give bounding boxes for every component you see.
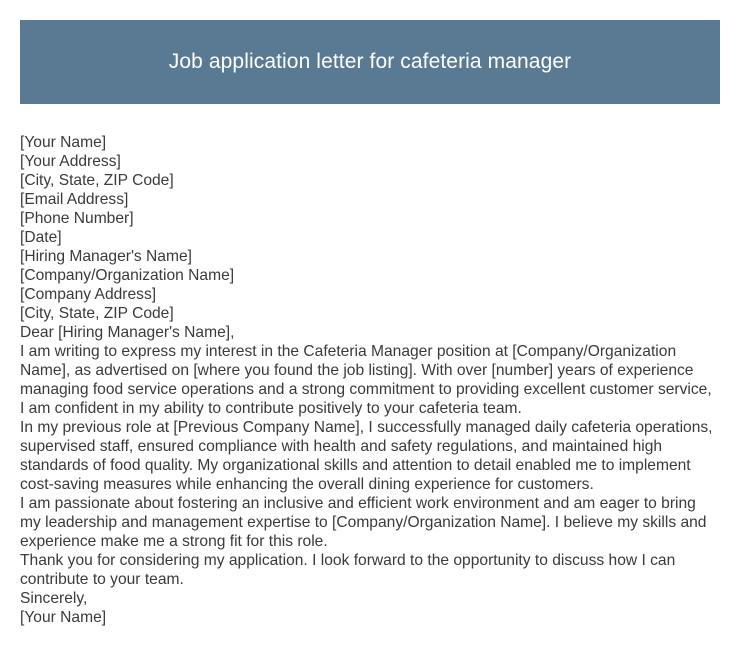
letter-date: [Date]: [20, 229, 62, 246]
closing: Sincerely,: [20, 590, 88, 607]
recipient-name: [Hiring Manager's Name]: [20, 248, 192, 265]
page-title: Job application letter for cafeteria manager: [168, 50, 572, 73]
body-paragraph: I am writing to express my interest in the Cafeteria Manager position at [Company/Organization Name], as advertised on [where you found the job listing]. With over [number] years of experience managing food service operations and a strong commitment to providing excellent customer service, I am confident in my ability to contribute positively to your cafeteria team.: [20, 343, 712, 417]
sender-address: [Your Address]: [20, 153, 121, 170]
body-paragraph: Thank you for considering my application. I look forward to the opportunity to discuss how I can contribute to your team.: [20, 552, 676, 588]
salutation: Dear [Hiring Manager's Name],: [20, 324, 235, 341]
recipient-address: [Company Address]: [20, 286, 157, 303]
sender-email: [Email Address]: [20, 191, 129, 208]
sender-city: [City, State, ZIP Code]: [20, 172, 174, 189]
title-banner: [20, 20, 720, 104]
recipient-city: [City, State, ZIP Code]: [20, 305, 174, 322]
body-paragraph: In my previous role at [Previous Company Name], I successfully managed daily cafeteria operations, supervised staff, ensured compliance with health and safety regulations, and maintained high standards of food quality. My organizational skills and attention to detail enabled me to implement cost-saving measures while enhancing the overall dining experience for customers.: [20, 419, 713, 493]
signature: [Your Name]: [20, 609, 107, 626]
letter-body: [20, 133, 720, 627]
recipient-org: [Company/Organization Name]: [20, 267, 235, 284]
body-paragraph: I am passionate about fostering an inclusive and efficient work environment and am eager to bring my leadership and management expertise to [Company/Organization Name]. I believe my skills and experience make me a strong fit for this role.: [20, 495, 707, 550]
sender-phone: [Phone Number]: [20, 210, 134, 227]
sender-name: [Your Name]: [20, 134, 107, 151]
